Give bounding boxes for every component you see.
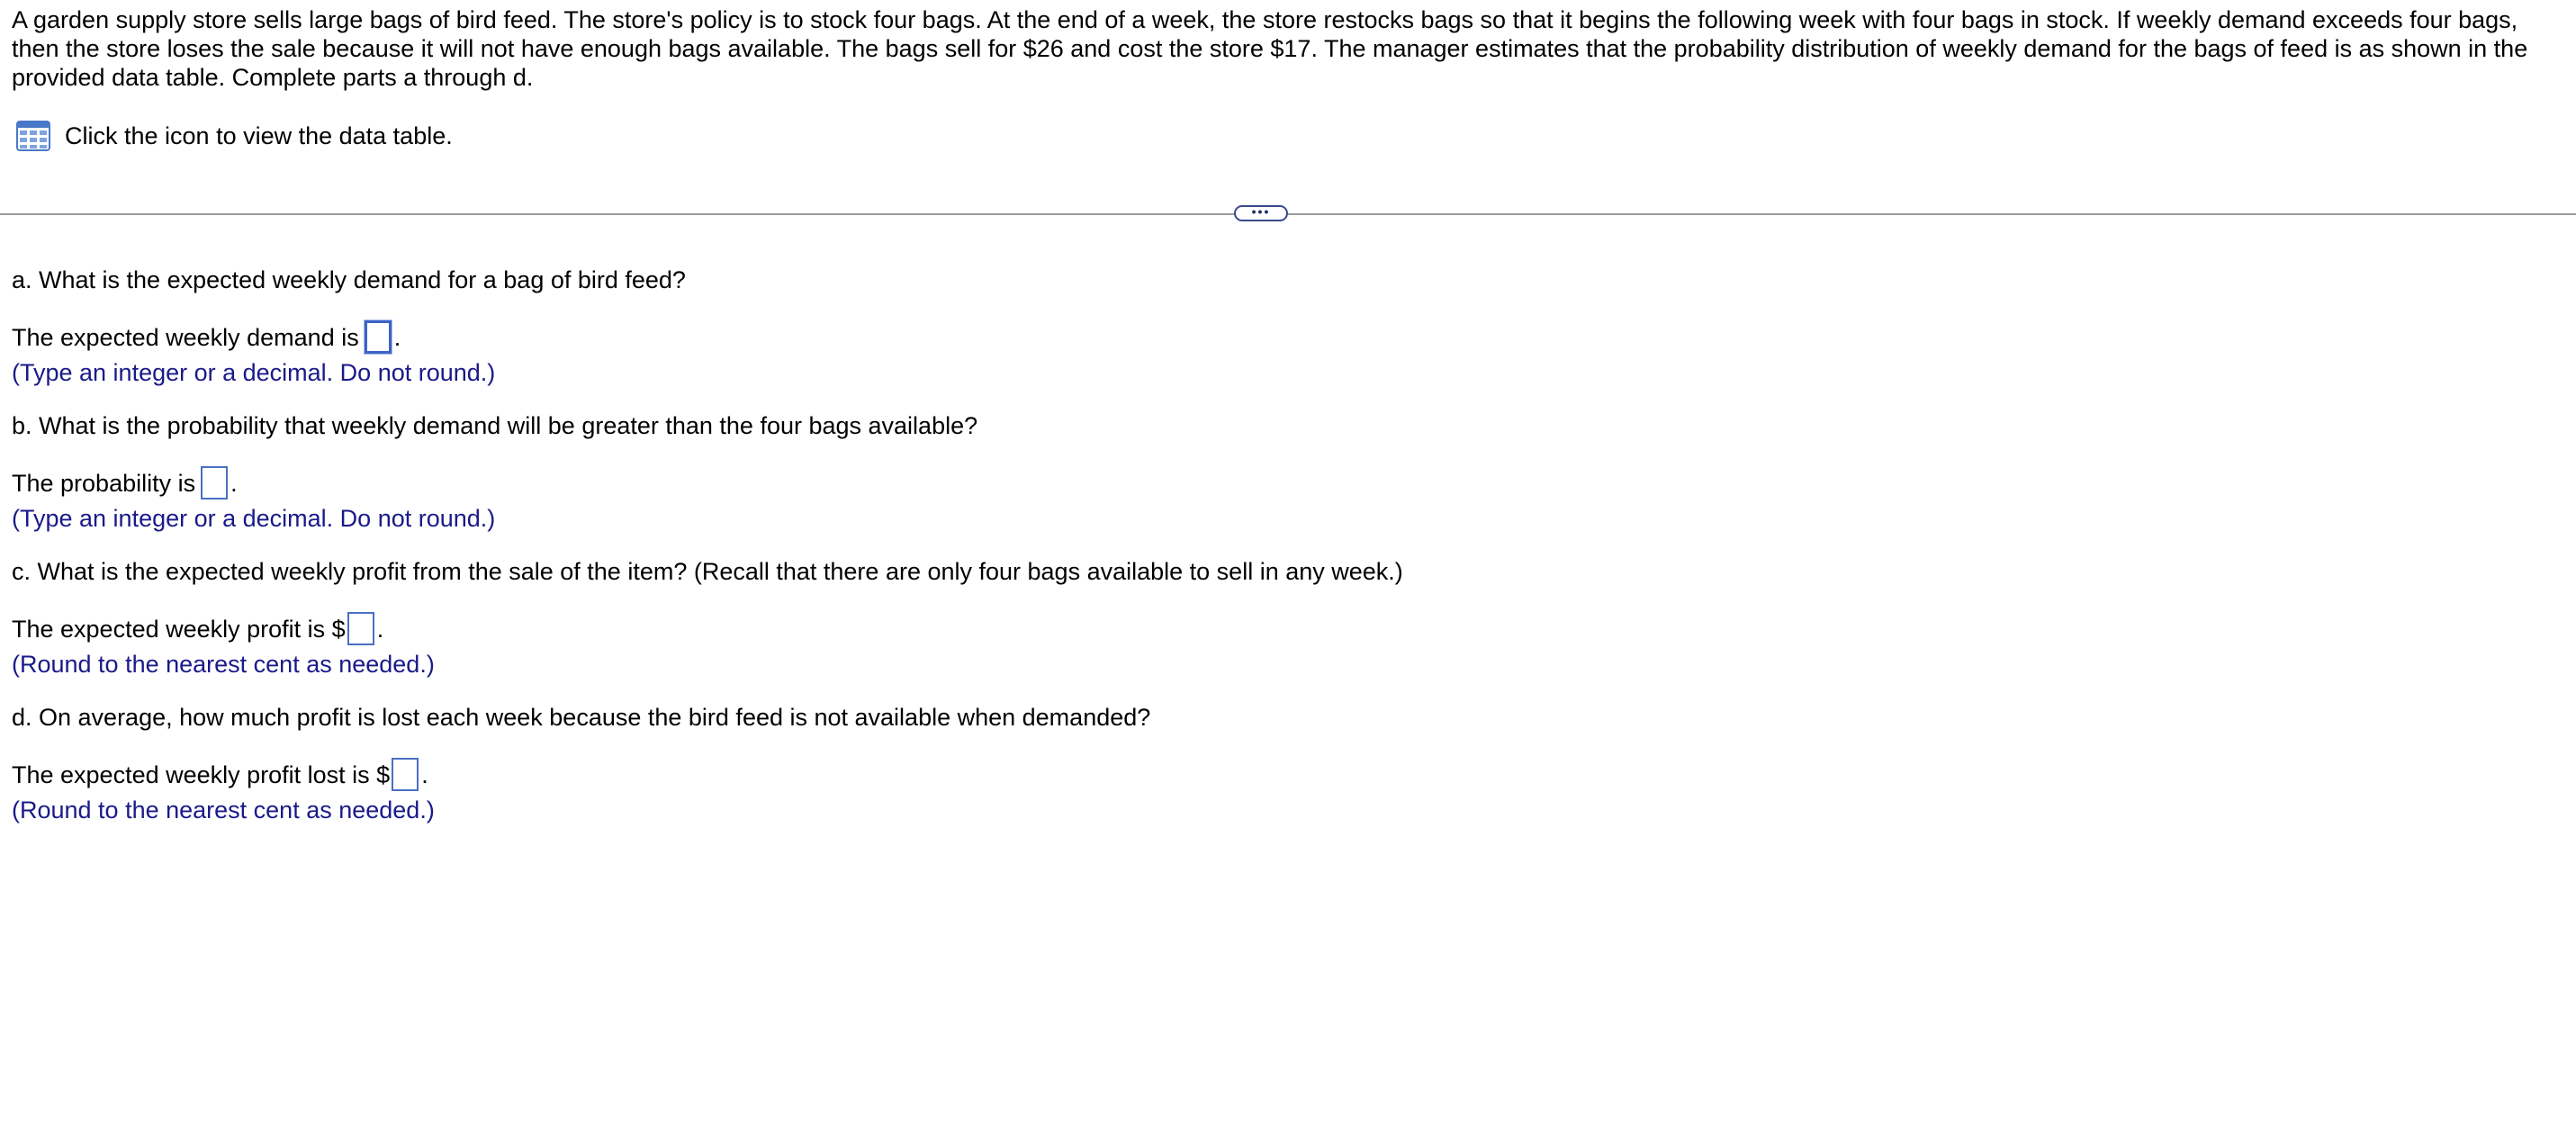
probability-input[interactable] [201, 466, 228, 500]
answer-d-prefix: The expected weekly profit lost is $ [12, 760, 391, 788]
view-data-table-link[interactable] [16, 121, 453, 151]
hint-c: (Round to the nearest cent as needed.) [12, 651, 435, 678]
answer-b-prefix: The probability is [12, 469, 196, 497]
question-c: c. What is the expected weekly profit from the sale of the item? (Recall that there are only four bags available to sell in any week.) [12, 558, 1403, 585]
answer-line-a [12, 320, 401, 354]
answer-line-d [12, 758, 428, 791]
question-a: a. What is the expected weekly demand for a bag of bird feed? [12, 266, 686, 293]
answer-c-suffix: . [376, 615, 384, 643]
answer-d-suffix: . [421, 760, 428, 788]
view-data-table-label[interactable]: Click the icon to view the data table. [65, 122, 453, 149]
expected-demand-input[interactable] [365, 320, 392, 354]
question-d: d. On average, how much profit is lost each week because the bird feed is not available when demanded? [12, 704, 1151, 731]
hint-a: (Type an integer or a decimal. Do not round.) [12, 359, 496, 386]
profit-lost-input[interactable] [392, 758, 419, 791]
answer-b-suffix: . [230, 469, 238, 497]
table-grid-icon[interactable] [16, 121, 50, 151]
answer-line-c [12, 612, 383, 645]
answer-a-prefix: The expected weekly demand is [12, 323, 359, 351]
question-b: b. What is the probability that weekly demand will be greater than the four bags available? [12, 412, 978, 439]
answer-line-b [12, 466, 238, 500]
answer-c-prefix: The expected weekly profit is $ [12, 615, 346, 643]
answer-a-suffix: . [393, 323, 401, 351]
expected-profit-input[interactable] [347, 612, 374, 645]
ellipsis-icon: ••• [1251, 204, 1271, 219]
hint-d: (Round to the nearest cent as needed.) [12, 796, 435, 824]
hint-b: (Type an integer or a decimal. Do not round.) [12, 505, 496, 532]
section-divider [0, 213, 2576, 215]
problem-statement: A garden supply store sells large bags of bird feed. The store's policy is to stock four bags. At the end of a week, the store restocks bags so that it begins the following week with four bags in stock. If weekly demand exceeds four bags, then the store loses the sale because it will not have enough bags available. The bags sell for $26 and cost the store $17. The manager estimates that the probability distribution of weekly demand for the bags of feed is as shown in the provided data table. Complete parts a through d. [12, 6, 2528, 91]
expand-toggle-button[interactable] [1234, 205, 1288, 221]
